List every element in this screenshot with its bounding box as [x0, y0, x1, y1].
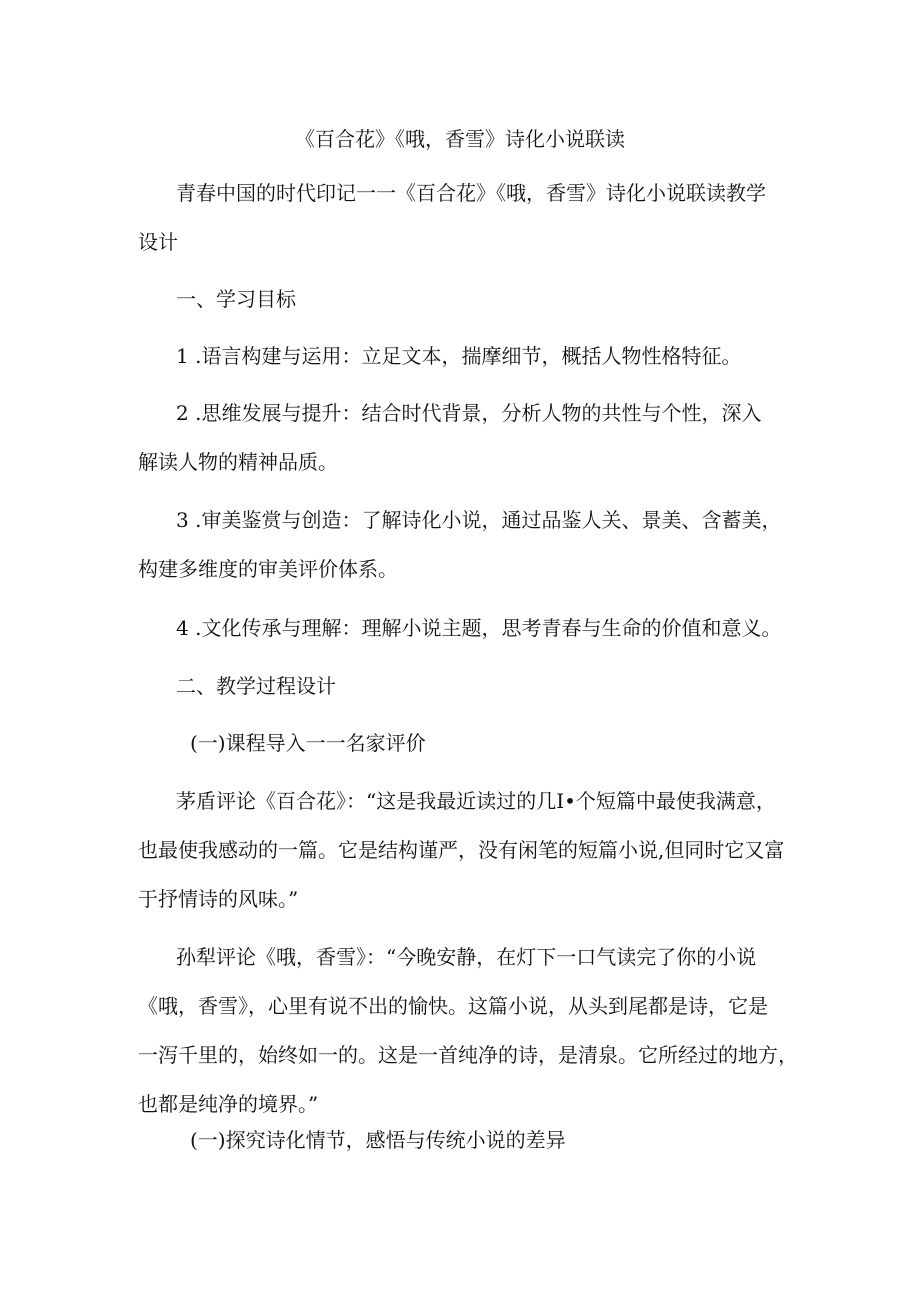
goal-3-line-1: 3 .审美鉴赏与创造：了解诗化小说，通过品鉴人关、景美、含蓄美，: [176, 508, 782, 532]
goal-1-line-1: 1 .语言构建与运用：立足文本，揣摩细节，概括人物性格特征。: [176, 344, 742, 368]
quote-sunli-line-1: 孙犁评论《哦，香雪》：“今晚安静，在灯下一口气读完了你的小说: [176, 945, 757, 969]
quote-sunli-line-4: 也都是纯净的境界。”: [138, 1092, 319, 1116]
section-heading-goals: 一、学习目标: [176, 287, 296, 311]
goal-2-line-2: 解读人物的精神品质。: [138, 450, 338, 474]
quote-maodun-line-2: 也最使我感动的一篇。它是结构谨严，没有闲笔的短篇小说,但同时它又富: [138, 838, 785, 862]
quote-maodun-line-1: 茅盾评论《百合花》：“这是我最近读过的几I•个短篇中最使我满意，: [176, 789, 776, 813]
part-heading-intro: (一)课程导入一一名家评价: [190, 731, 426, 755]
goal-3-line-2: 构建多维度的审美评价体系。: [138, 557, 398, 581]
section-heading-process: 二、教学过程设计: [176, 674, 336, 698]
subtitle-line-2: 设计: [138, 230, 178, 254]
quote-sunli-line-2: 《哦，香雪》，心里有说不出的愉快。这篇小说，从头到尾都是诗，它是: [138, 994, 768, 1018]
quote-maodun-line-3: 于抒情诗的风味。”: [138, 887, 299, 911]
quote-sunli-line-3: 一泻千里的，始终如一的。这是一首纯净的诗，是清泉。它所经过的地方，: [138, 1043, 798, 1067]
goal-2-line-1: 2 .思维发展与提升：结合时代背景，分析人物的共性与个性，深入: [176, 401, 762, 425]
subtitle-line-1: 青春中国的时代印记一一《百合花》《哦，香雪》诗化小说联读教学: [176, 181, 766, 205]
document-title: 《百合花》《哦，香雪》诗化小说联读: [295, 127, 625, 151]
part-heading-explore: (一)探究诗化情节，感悟与传统小说的差异: [190, 1128, 566, 1152]
goal-4-line-1: 4 .文化传承与理解：理解小说主题，思考青春与生命的价值和意义。: [176, 616, 782, 640]
